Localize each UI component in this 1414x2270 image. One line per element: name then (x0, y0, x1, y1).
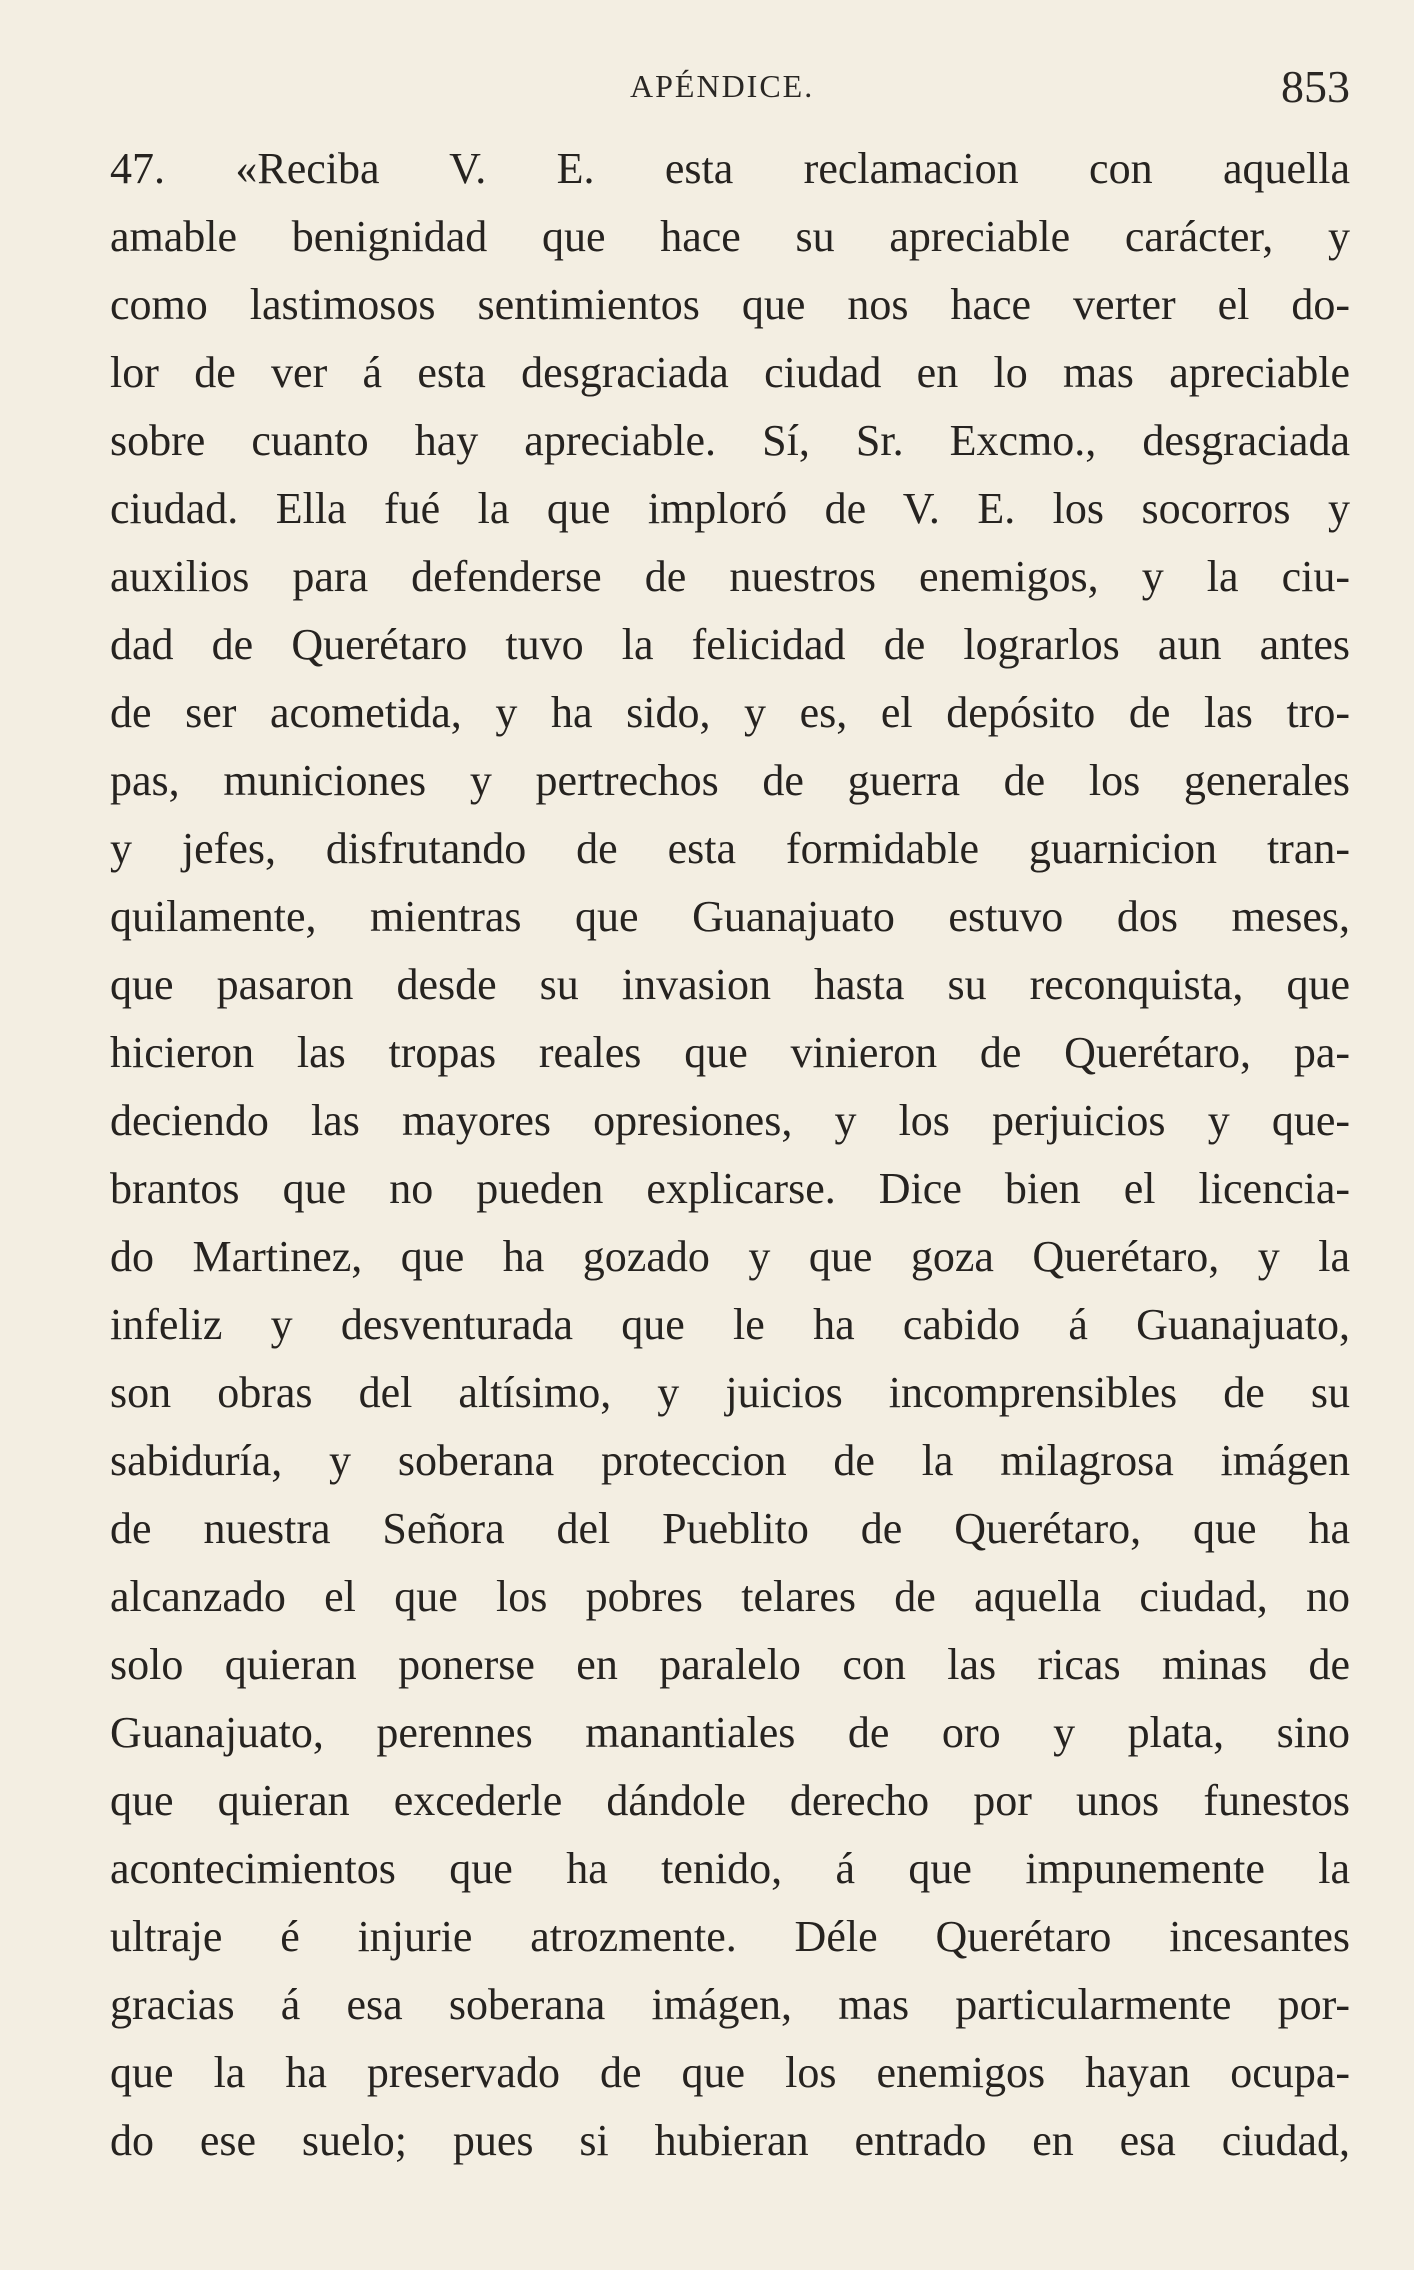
text-line: brantos que no pueden explicarse. Dice bien el licencia- (110, 1164, 1350, 1213)
text-line: son obras del altísimo, y juicios incomprensibles de su (110, 1368, 1350, 1417)
text-line: ciudad. Ella fué la que imploró de V. E. los socorros y (110, 484, 1350, 533)
text-line: hicieron las tropas reales que vinieron de Querétaro, pa- (110, 1028, 1350, 1077)
text-line: auxilios para defenderse de nuestros enemigos, y la ciu- (110, 552, 1350, 601)
text-line: de nuestra Señora del Pueblito de Querétaro, que ha (110, 1504, 1350, 1553)
text-line: que quieran excederle dándole derecho por unos funestos (110, 1776, 1350, 1825)
text-line: deciendo las mayores opresiones, y los perjuicios y que- (110, 1096, 1350, 1145)
text-line: sobre cuanto hay apreciable. Sí, Sr. Excmo., desgraciada (110, 416, 1350, 465)
text-line: que pasaron desde su invasion hasta su reconquista, que (110, 960, 1350, 1009)
text-line: que la ha preservado de que los enemigos hayan ocupa- (110, 2048, 1350, 2097)
text-line: sabiduría, y soberana proteccion de la milagrosa imágen (110, 1436, 1350, 1485)
text-line: do ese suelo; pues si hubieran entrado en esa ciudad, (110, 2116, 1350, 2165)
text-line: Guanajuato, perennes manantiales de oro y plata, sino (110, 1708, 1350, 1757)
text-line: amable benignidad que hace su apreciable carácter, y (110, 212, 1350, 261)
text-line: infeliz y desventurada que le ha cabido á Guanajuato, (110, 1300, 1350, 1349)
text-line: alcanzado el que los pobres telares de aquella ciudad, no (110, 1572, 1350, 1621)
running-title: APÉNDICE. (630, 68, 815, 104)
text-line: dad de Querétaro tuvo la felicidad de lograrlos aun antes (110, 620, 1350, 669)
text-line: acontecimientos que ha tenido, á que impunemente la (110, 1844, 1350, 1893)
body-text (110, 135, 1350, 2175)
text-line: 47. «Reciba V. E. esta reclamacion con aquella (110, 144, 1350, 193)
text-line: de ser acometida, y ha sido, y es, el depósito de las tro- (110, 688, 1350, 737)
text-line: pas, municiones y pertrechos de guerra de los generales (110, 756, 1350, 805)
text-line: gracias á esa soberana imágen, mas particularmente por- (110, 1980, 1350, 2029)
text-line: quilamente, mientras que Guanajuato estuvo dos meses, (110, 892, 1350, 941)
text-line: do Martinez, que ha gozado y que goza Querétaro, y la (110, 1232, 1350, 1281)
running-head (110, 60, 1350, 120)
text-line: lor de ver á esta desgraciada ciudad en lo mas apreciable (110, 348, 1350, 397)
text-line: ultraje é injurie atrozmente. Déle Querétaro incesantes (110, 1912, 1350, 1961)
page-number: 853 (1281, 61, 1350, 112)
text-line: como lastimosos sentimientos que nos hace verter el do- (110, 280, 1350, 329)
text-line: y jefes, disfrutando de esta formidable guarnicion tran- (110, 824, 1350, 873)
text-line: solo quieran ponerse en paralelo con las ricas minas de (110, 1640, 1350, 1689)
